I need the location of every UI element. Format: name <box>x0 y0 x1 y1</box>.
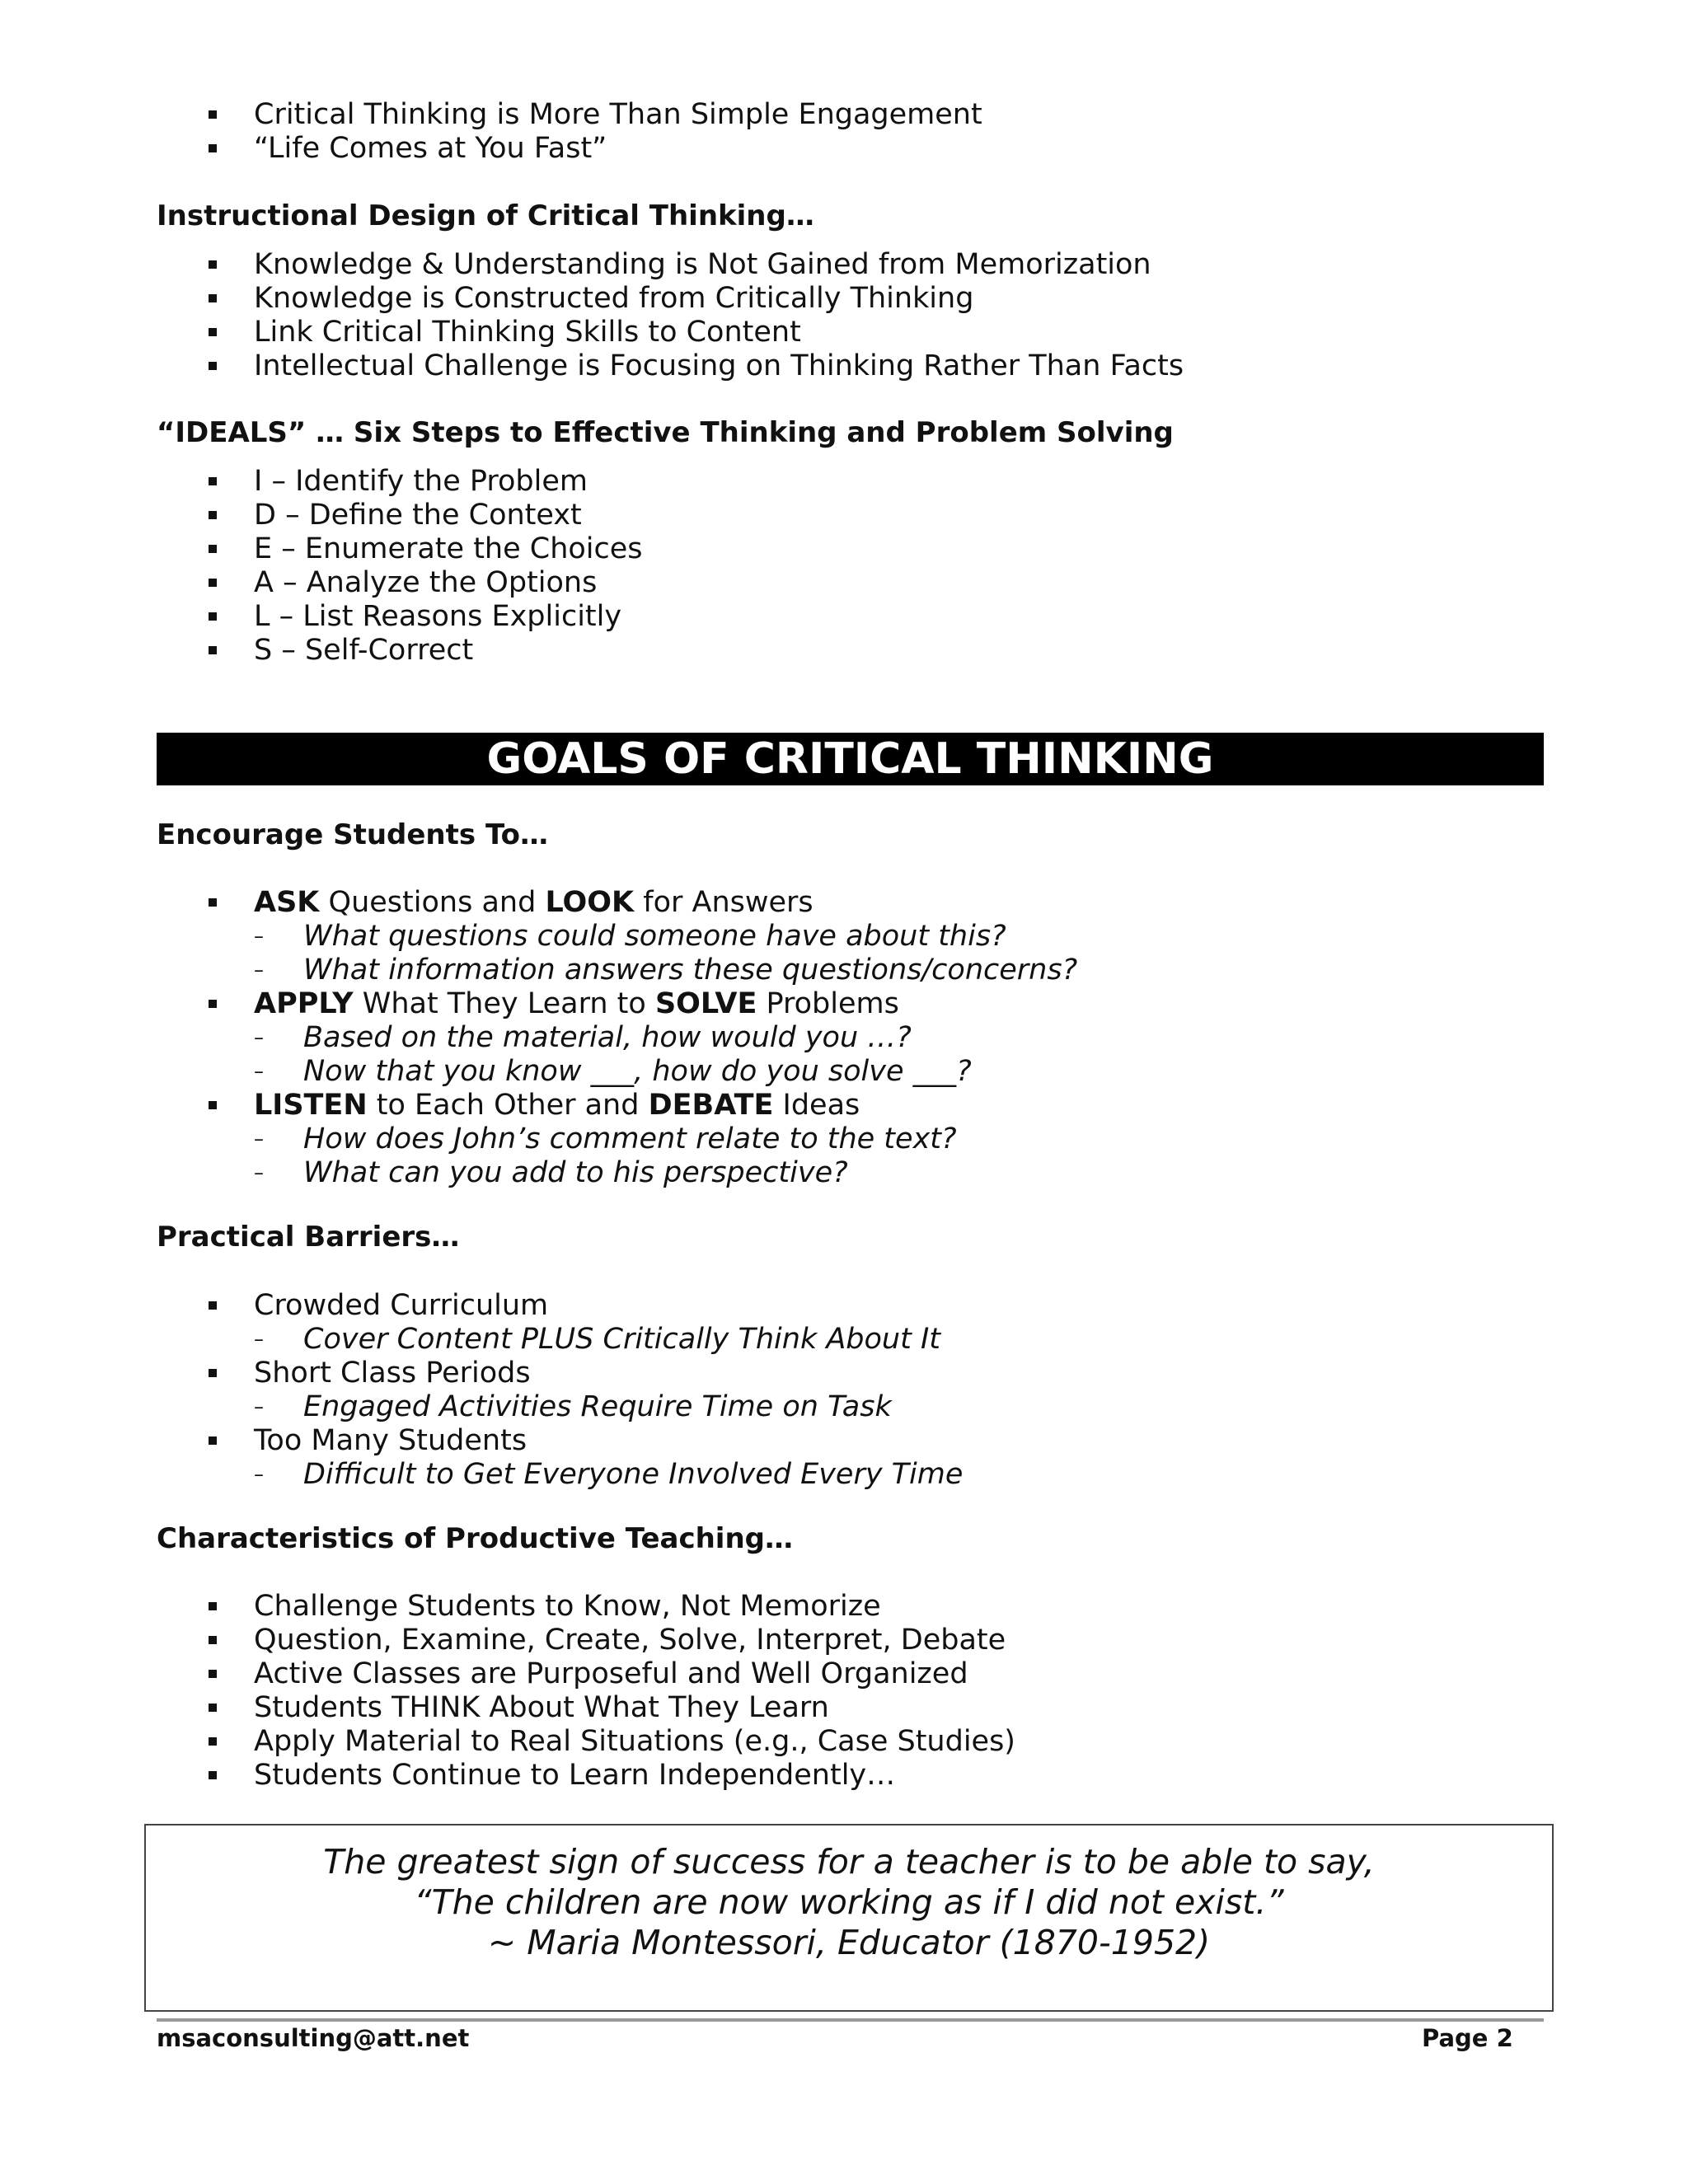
encourage-list <box>157 886 1077 1190</box>
list-item: Intellectual Challenge is Focusing on Thinking Rather Than Facts <box>157 349 1184 383</box>
sub-item: – Engaged Activities Require Time on Task <box>254 1390 963 1424</box>
list-item: Knowledge & Understanding is Not Gained from Memorization <box>157 248 1184 282</box>
barriers-heading: Practical Barriers… <box>157 1221 460 1254</box>
sub-item: – Based on the material, how would you …? <box>254 1021 1077 1055</box>
sub-item: – Difficult to Get Everyone Involved Every Time <box>254 1458 963 1492</box>
footer-divider <box>157 2018 1544 2022</box>
list-item <box>157 987 1077 1089</box>
sub-item: – Now that you know ___, how do you solve ___? <box>254 1055 1077 1089</box>
quote-line: “The children are now working as if I did not exist.” <box>414 1882 1284 1922</box>
sub-item: – What information answers these questions/concerns? <box>254 954 1077 987</box>
quote-attribution: ~ Maria Montessori, Educator (1870-1952) <box>487 1923 1211 1962</box>
sub-item: – Cover Content PLUS Critically Think About It <box>254 1323 963 1357</box>
list-item: “Life Comes at You Fast” <box>157 132 982 166</box>
sub-item: – What can you add to his perspective? <box>254 1156 1077 1190</box>
list-item: A – Analyze the Options <box>157 566 643 600</box>
sub-list <box>254 1021 1077 1089</box>
section-banner: GOALS OF CRITICAL THINKING <box>157 733 1544 785</box>
list-item <box>157 1424 963 1492</box>
list-item: E – Enumerate the Choices <box>157 532 643 566</box>
item-text: Short Class Periods <box>254 1357 531 1390</box>
list-item <box>157 1289 963 1357</box>
sub-list <box>254 920 1077 987</box>
item-text: to Each Other and <box>367 1089 649 1122</box>
quote-line: The greatest sign of success for a teacher is to be able to say, <box>323 1842 1375 1882</box>
list-item: Link Critical Thinking Skills to Content <box>157 316 1184 349</box>
footer-email: msaconsulting@att.net <box>157 2024 470 2052</box>
emphasis: DEBATE <box>648 1089 774 1122</box>
item-text: Problems <box>757 987 899 1020</box>
emphasis: APPLY <box>254 987 354 1020</box>
sub-item: – How does John’s comment relate to the text? <box>254 1122 1077 1156</box>
list-item <box>157 1357 963 1424</box>
instructional-heading: Instructional Design of Critical Thinking… <box>157 199 814 232</box>
list-item: Critical Thinking is More Than Simple Engagement <box>157 98 982 132</box>
characteristics-heading: Characteristics of Productive Teaching… <box>157 1522 794 1555</box>
characteristics-list <box>157 1590 1015 1793</box>
list-item: Apply Material to Real Situations (e.g., Case Studies) <box>157 1725 1015 1759</box>
list-item: I – Identify the Problem <box>157 465 643 499</box>
quote-box <box>144 1824 1554 2012</box>
ideals-heading: “IDEALS” … Six Steps to Effective Thinking and Problem Solving <box>157 416 1174 449</box>
item-text: Too Many Students <box>254 1424 528 1457</box>
list-item <box>157 1089 1077 1190</box>
list-item: Knowledge is Constructed from Critically Thinking <box>157 282 1184 316</box>
list-item: Active Classes are Purposeful and Well Organized <box>157 1657 1015 1691</box>
list-item: S – Self-Correct <box>157 634 643 668</box>
item-text: Crowded Curriculum <box>254 1289 549 1322</box>
list-item: Students Continue to Learn Independently… <box>157 1759 1015 1793</box>
page-number: Page 2 <box>1422 2024 1513 2052</box>
instructional-list <box>157 248 1184 383</box>
list-item: Challenge Students to Know, Not Memorize <box>157 1590 1015 1624</box>
list-item: Question, Examine, Create, Solve, Interpret, Debate <box>157 1624 1015 1657</box>
item-text: Ideas <box>773 1089 860 1122</box>
sub-list <box>254 1390 963 1424</box>
emphasis: LISTEN <box>254 1089 368 1122</box>
item-text: Questions and <box>319 886 546 919</box>
list-item: D – Define the Context <box>157 499 643 532</box>
encourage-heading: Encourage Students To… <box>157 818 549 851</box>
intro-list <box>157 98 982 166</box>
emphasis: LOOK <box>545 886 635 919</box>
sub-list <box>254 1323 963 1357</box>
list-item <box>157 886 1077 987</box>
item-text: for Answers <box>634 886 814 919</box>
list-item: L – List Reasons Explicitly <box>157 600 643 634</box>
emphasis: SOLVE <box>654 987 757 1020</box>
sub-item: – What questions could someone have about this? <box>254 920 1077 954</box>
barriers-list <box>157 1289 963 1492</box>
item-text: What They Learn to <box>353 987 655 1020</box>
sub-list <box>254 1122 1077 1190</box>
emphasis: ASK <box>254 886 320 919</box>
list-item: Students THINK About What They Learn <box>157 1691 1015 1725</box>
sub-list <box>254 1458 963 1492</box>
ideals-list <box>157 465 643 668</box>
